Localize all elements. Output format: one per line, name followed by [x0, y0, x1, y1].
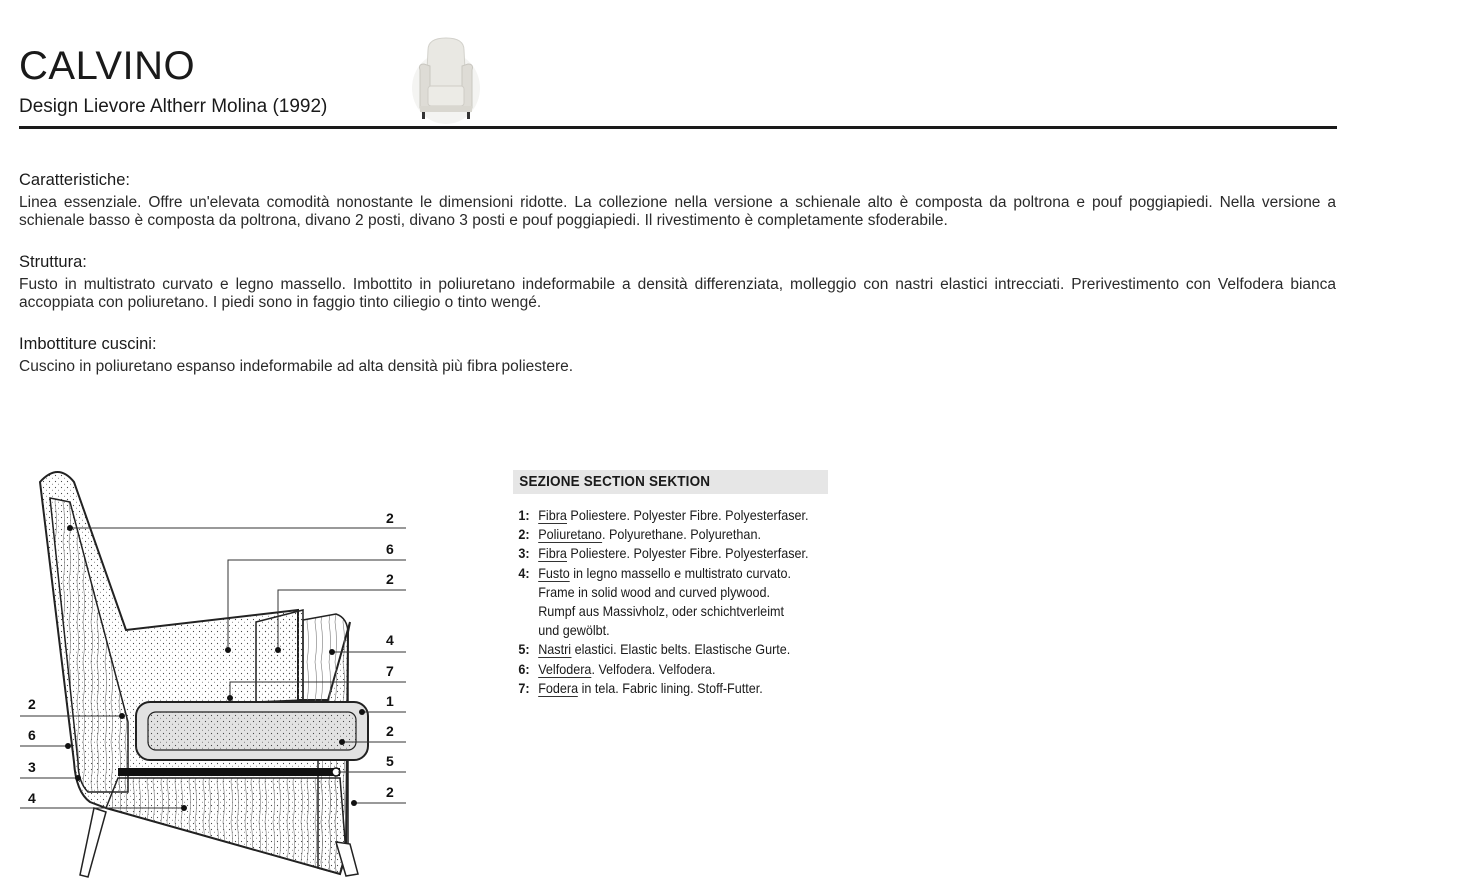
legend-item-text: Poliestere. Polyester Fibre. Polyesterfaser.	[566, 507, 809, 523]
legend-item	[513, 660, 797, 679]
legend-item-number: 6:	[518, 660, 530, 677]
legend-item-term: Fodera	[538, 679, 579, 696]
legend-item-text: . Velfodera. Velfodera.	[591, 660, 716, 677]
label-right: 2	[386, 571, 394, 587]
label-right: 1	[386, 693, 394, 709]
label-right: 2	[386, 723, 394, 739]
legend-item-continuation: und gewölbt.	[538, 622, 610, 639]
header-divider	[19, 126, 1337, 129]
section-heading: Caratteristiche:	[19, 171, 130, 189]
section-drawing	[18, 462, 418, 882]
legend-item-term: Nastri	[538, 641, 572, 658]
label-right: 4	[386, 632, 394, 648]
legend-item-text: in legno massello e multistrato curvato.	[569, 564, 792, 581]
page-title: CALVINO	[19, 44, 196, 88]
legend-item-term: Poliuretano	[538, 526, 602, 543]
legend-item-number: 2:	[518, 526, 530, 543]
legend-item	[513, 525, 797, 544]
label-left: 6	[28, 727, 36, 743]
legend-item-text: in tela. Fabric lining. Stoff-Futter.	[578, 679, 763, 696]
label-right: 2	[386, 784, 394, 800]
legend-list	[513, 506, 829, 698]
section-body: Linea essenziale. Offre un'elevata comodità nonostante le dimensioni ridotte. La collezione nella versione a schienale alto è composta da poltrona e pouf poggiapiedi. Nella versione a schienale basso è composta da poltrona, divano 2 posti, divano 3 posti e pouf poggiapiedi. Il rivestimento è completamente sfoderabile.	[19, 194, 1336, 229]
legend-item	[513, 506, 809, 525]
label-left: 2	[28, 696, 36, 712]
legend-item	[513, 679, 797, 698]
label-right: 5	[386, 753, 394, 769]
label-left: 3	[28, 759, 36, 775]
legend-item-number: 5:	[518, 641, 530, 658]
legend-item-text: . Polyurethane. Polyurethan.	[601, 526, 761, 543]
section-heading: Struttura:	[19, 253, 87, 271]
section-legend	[513, 470, 829, 698]
section-body: Cuscino in poliuretano espanso indeformabile ad alta densità più fibra poliestere.	[19, 358, 574, 375]
legend-item-number: 7:	[518, 679, 530, 696]
legend-item-term: Fusto	[538, 564, 570, 581]
label-right: 7	[386, 663, 394, 679]
legend-item	[513, 544, 809, 563]
legend-item-text: elastici. Elastic belts. Elastische Gurte.	[571, 641, 791, 658]
section-struttura	[19, 252, 1336, 312]
legend-item-term: Fibra	[538, 545, 567, 562]
label-left: 4	[28, 790, 36, 806]
design-credit: Design Lievore Altherr Molina (1992)	[19, 96, 328, 117]
label-right: 6	[386, 541, 394, 557]
legend-item-number: 3:	[518, 545, 530, 562]
section-heading: Imbottiture cuscini:	[19, 335, 157, 353]
section-caratteristiche	[19, 170, 1336, 230]
legend-item-continuation: Rumpf aus Massivholz, oder schichtverleimt	[538, 603, 784, 620]
legend-heading: SEZIONE SECTION SEKTION	[513, 470, 828, 494]
section-body: Fusto in multistrato curvato e legno massello. Imbottito in poliuretano indeformabile a densità differenziata, molleggio con nastri elastici intrecciati. Prerivestimento con Velfodera bianca accoppiata con poliuretano. I piedi sono in faggio tinto ciliegio o tinto wengé.	[19, 276, 1336, 311]
legend-item-text: Poliestere. Polyester Fibre. Polyesterfaser.	[566, 545, 809, 562]
legend-item	[513, 640, 797, 659]
label-right: 2	[386, 510, 394, 526]
legend-item-continuation: Frame in solid wood and curved plywood.	[538, 583, 771, 600]
legend-item-term: Velfodera	[538, 660, 592, 677]
legend-item-term: Fibra	[538, 507, 567, 523]
section-imbottiture	[19, 334, 1336, 376]
legend-item-number: 4:	[518, 564, 530, 581]
armchair-thumbnail	[408, 28, 508, 124]
legend-item	[513, 564, 797, 641]
legend-item-number: 1:	[518, 507, 530, 523]
